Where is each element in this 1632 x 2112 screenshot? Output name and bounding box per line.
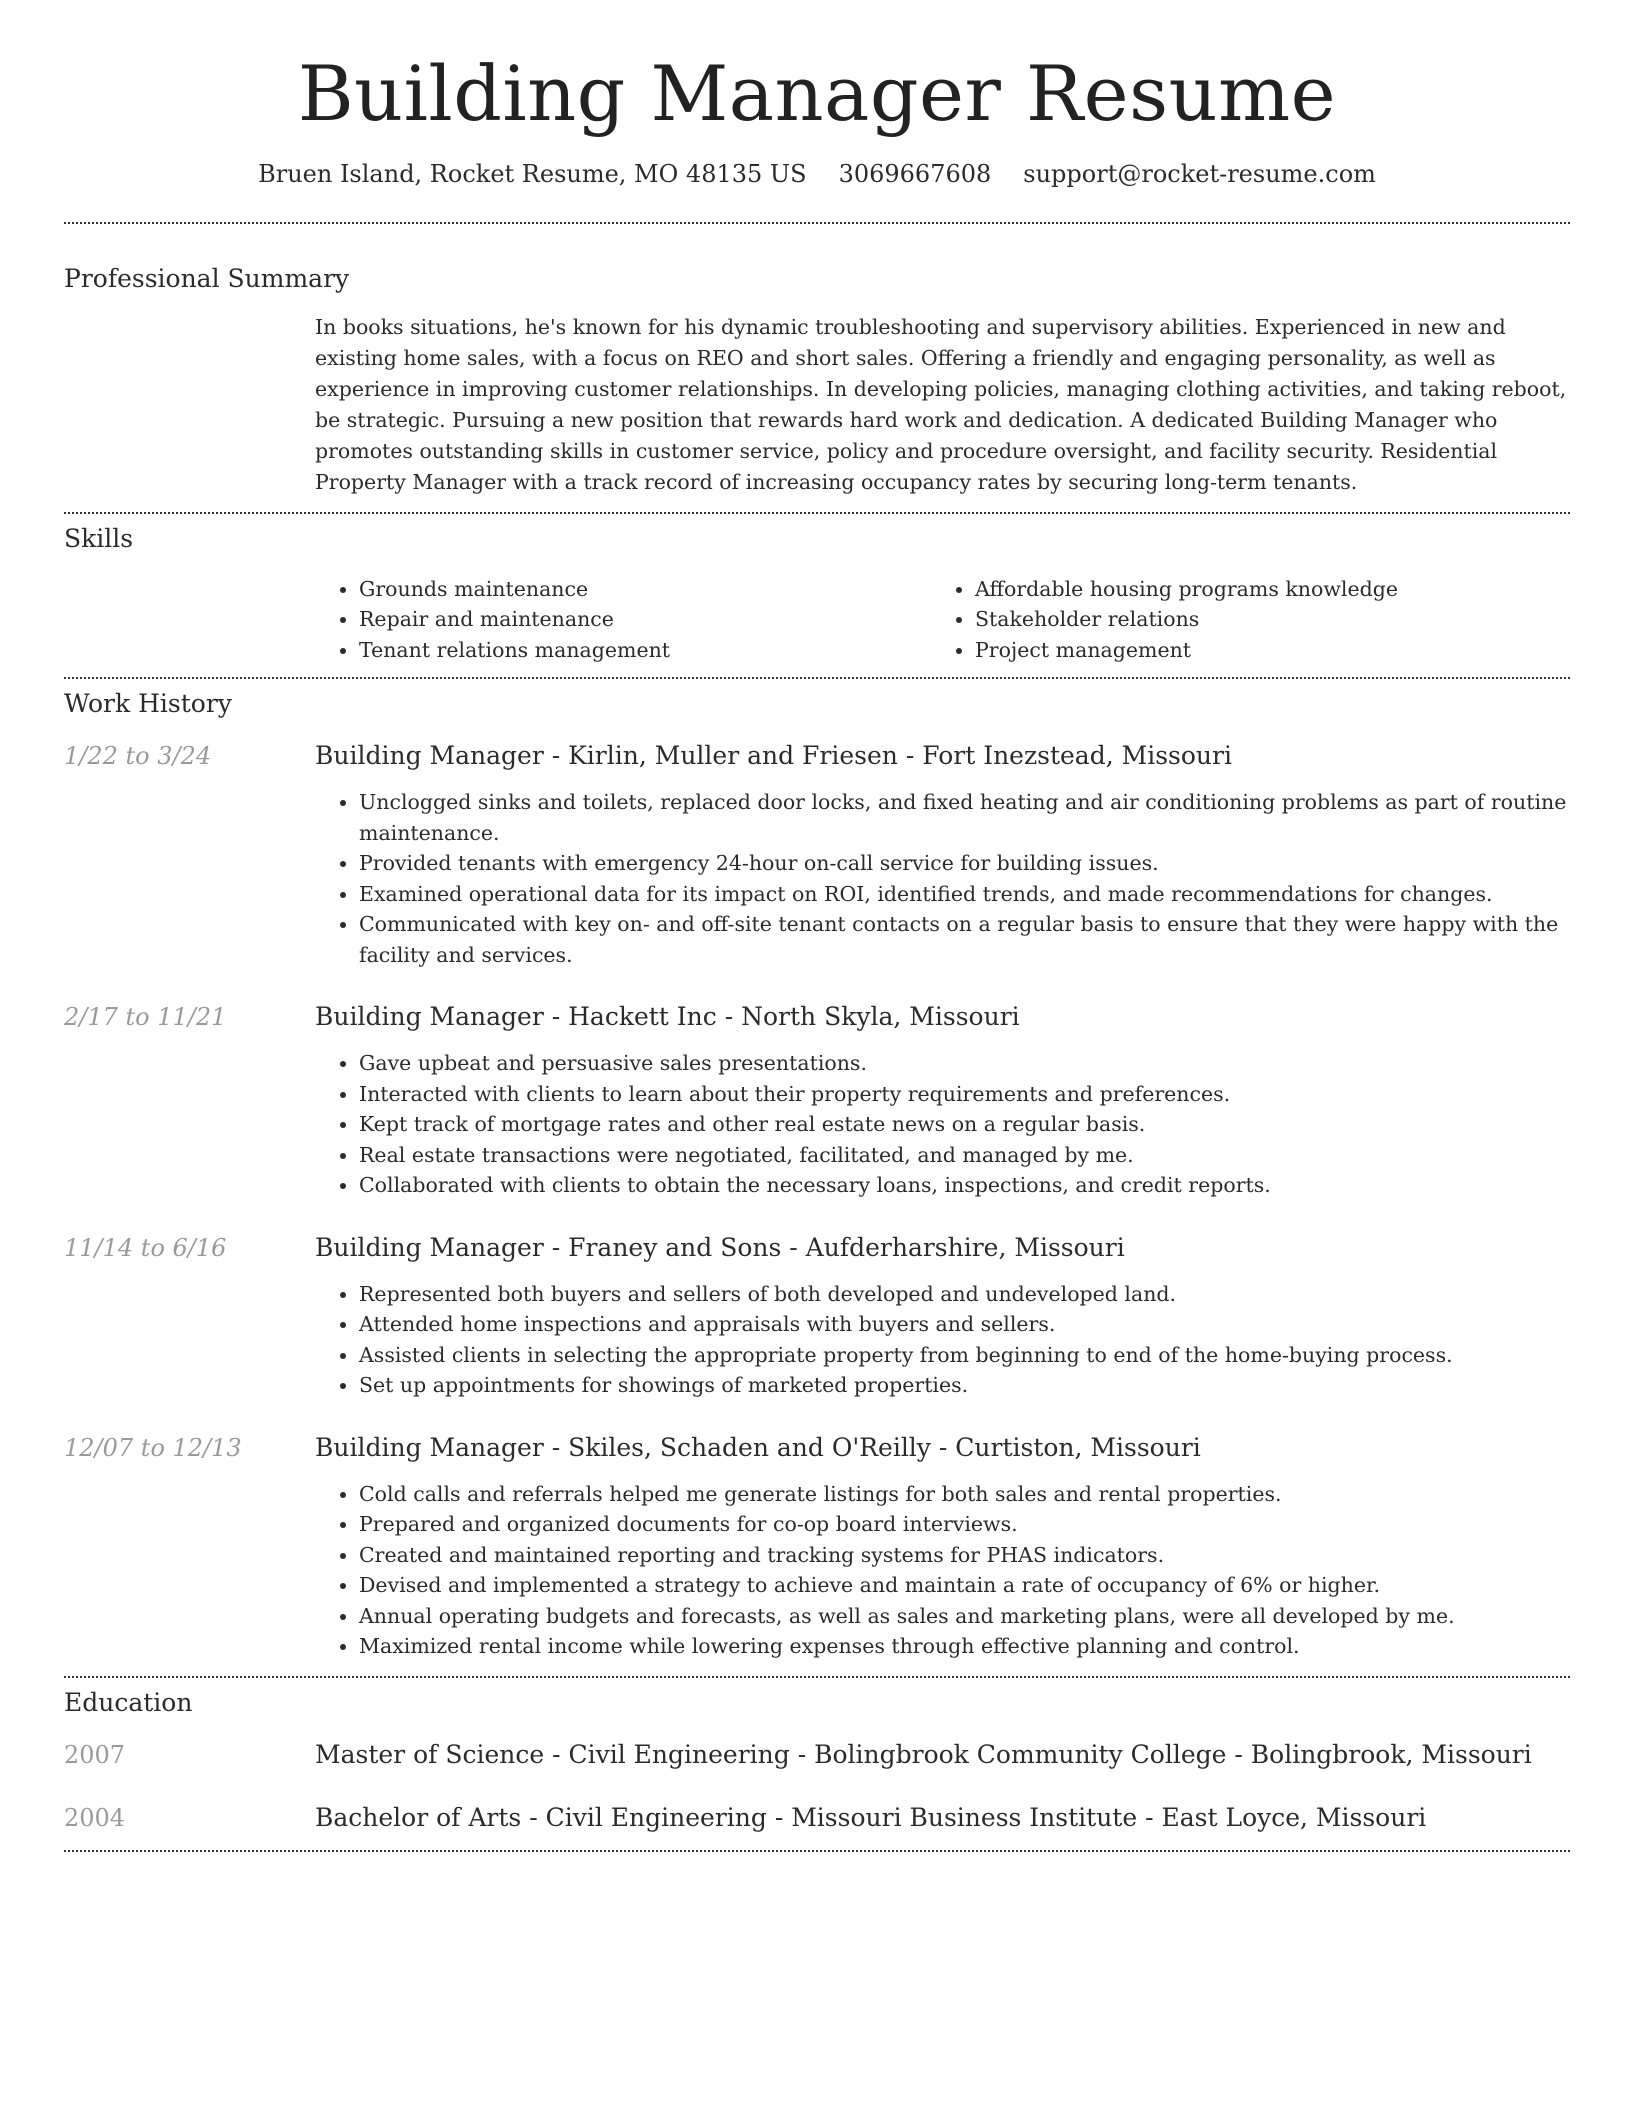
skills-column-left <box>315 574 931 666</box>
skills-column-right <box>931 574 1570 666</box>
job-title: Building Manager - Kirlin, Muller and Friesen - Fort Inezstead, Missouri <box>315 741 1232 771</box>
job-dates: 11/14 to 6/16 <box>64 1233 227 1262</box>
job-bullet: • Provided tenants with emergency 24-hour on-call service for building issues. <box>359 848 1570 879</box>
job-dates: 1/22 to 3/24 <box>64 742 212 771</box>
job-entry <box>64 1433 1570 1662</box>
section-title-education: Education <box>64 1687 193 1717</box>
job-bullet: • Unclogged sinks and toilets, replaced door locks, and fixed heating and air conditioning problems as part of routine maintenance. <box>359 787 1570 848</box>
job-header <box>64 1433 1570 1462</box>
job-bullet: • Set up appointments for showings of marketed properties. <box>359 1370 1570 1401</box>
education-entry <box>64 1803 1570 1832</box>
job-bullet: • Represented both buyers and sellers of both developed and undeveloped land. <box>359 1279 1570 1310</box>
job-entry <box>64 1002 1570 1201</box>
job-bullet: • Communicated with key on- and off-site tenant contacts on a regular basis to ensure that they were happy with the facility and services. <box>359 909 1570 970</box>
job-header <box>64 741 1570 770</box>
resume-title: Building Manager Resume <box>297 49 1337 138</box>
job-bullets <box>315 1279 1570 1401</box>
job-title: Building Manager - Franey and Sons - Aufderharshire, Missouri <box>315 1232 1125 1262</box>
divider <box>64 512 1570 514</box>
job-bullet: • Kept track of mortgage rates and other real estate news on a regular basis. <box>359 1109 1570 1140</box>
education-degree: Master of Science - Civil Engineering - Bolingbrook Community College - Bolingbrook, Missouri <box>315 1739 1532 1769</box>
job-title: Building Manager - Hackett Inc - North Skyla, Missouri <box>315 1002 1020 1032</box>
job-bullet: • Created and maintained reporting and tracking systems for PHAS indicators. <box>359 1540 1570 1571</box>
job-bullet: • Assisted clients in selecting the appropriate property from beginning to end of the home-buying process. <box>359 1340 1570 1371</box>
job-bullet: • Devised and implemented a strategy to achieve and maintain a rate of occupancy of 6% or higher. <box>359 1570 1570 1601</box>
summary-text: In books situations, he's known for his dynamic troubleshooting and supervisory abilities. Experienced in new and existing home sales, with a focus on REO and short sales. Offering a friendly and engaging personality, as well as experience in improving customer relationships. In developing policies, managing clothing activities, and taking reboot, be strategic. Pursuing a new position that rewards hard work and dedication. A dedicated Building Manager who promotes outstanding skills in customer service, policy and procedure oversight, and facility security. Residential Property Manager with a track record of increasing occupancy rates by securing long-term tenants. <box>315 314 1567 494</box>
job-bullet: • Attended home inspections and appraisals with buyers and sellers. <box>359 1309 1570 1340</box>
job-bullet: • Examined operational data for its impact on ROI, identified trends, and made recommendations for changes. <box>359 879 1570 910</box>
education-year: 2007 <box>64 1740 126 1769</box>
job-bullets <box>315 1048 1570 1201</box>
job-bullet: • Collaborated with clients to obtain the necessary loans, inspections, and credit reports. <box>359 1170 1570 1201</box>
job-bullet: • Prepared and organized documents for co-op board interviews. <box>359 1509 1570 1540</box>
job-header <box>64 1002 1570 1031</box>
section-title-skills: Skills <box>64 523 134 553</box>
contact-phone: 3069667608 <box>838 159 992 188</box>
job-bullets <box>315 787 1570 970</box>
education-entry <box>64 1740 1570 1769</box>
skill-item: • Stakeholder relations <box>975 604 1570 635</box>
resume-header <box>64 0 1570 188</box>
divider <box>64 1676 1570 1678</box>
job-entry <box>64 741 1570 970</box>
job-bullet: • Cold calls and referrals helped me generate listings for both sales and rental properties. <box>359 1479 1570 1510</box>
job-bullet: • Gave upbeat and persuasive sales presentations. <box>359 1048 1570 1079</box>
contact-address: Bruen Island, Rocket Resume, MO 48135 US <box>258 159 807 188</box>
job-dates: 2/17 to 11/21 <box>64 1003 227 1032</box>
skill-item: • Tenant relations management <box>359 635 931 666</box>
divider <box>64 1850 1570 1852</box>
job-dates: 12/07 to 12/13 <box>64 1433 242 1462</box>
job-bullet: • Real estate transactions were negotiated, facilitated, and managed by me. <box>359 1140 1570 1171</box>
job-bullet: • Maximized rental income while lowering expenses through effective planning and control. <box>359 1631 1570 1662</box>
divider <box>64 222 1570 224</box>
job-bullet: • Annual operating budgets and forecasts, as well as sales and marketing plans, were all developed by me. <box>359 1601 1570 1632</box>
skill-item: • Project management <box>975 635 1570 666</box>
skill-item: • Affordable housing programs knowledge <box>975 574 1570 605</box>
job-title: Building Manager - Skiles, Schaden and O'Reilly - Curtiston, Missouri <box>315 1432 1201 1462</box>
skills-list <box>315 574 1570 666</box>
contact-email: support@rocket-resume.com <box>1023 159 1376 188</box>
contact-line <box>64 160 1570 188</box>
divider <box>64 677 1570 679</box>
job-bullets <box>315 1479 1570 1662</box>
job-bullet: • Interacted with clients to learn about their property requirements and preferences. <box>359 1079 1570 1110</box>
job-header <box>64 1233 1570 1262</box>
section-title-summary: Professional Summary <box>64 263 350 293</box>
section-title-work-history: Work History <box>64 689 232 719</box>
job-entry <box>64 1233 1570 1401</box>
education-degree: Bachelor of Arts - Civil Engineering - Missouri Business Institute - East Loyce, Missouri <box>315 1802 1427 1832</box>
skill-item: • Grounds maintenance <box>359 574 931 605</box>
education-year: 2004 <box>64 1803 126 1832</box>
skill-item: • Repair and maintenance <box>359 604 931 635</box>
